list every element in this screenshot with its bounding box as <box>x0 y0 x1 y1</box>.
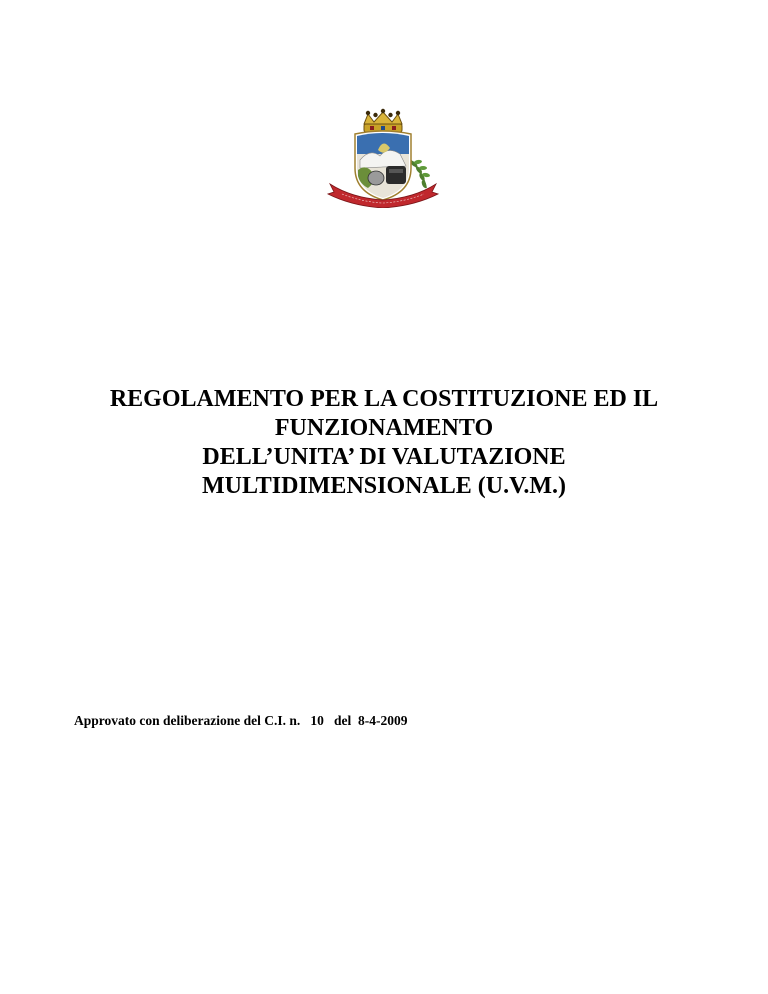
document-title <box>0 385 768 501</box>
title-line-1: REGOLAMENTO PER LA COSTITUZIONE ED IL <box>109 386 659 412</box>
title-line-3: DELL’UNITA’ DI VALUTAZIONE <box>202 444 566 470</box>
title-line-4: MULTIDIMENSIONALE (U.V.M.) <box>201 473 567 499</box>
title-line-2: FUNZIONAMENTO <box>274 415 494 441</box>
approval-note: Approvato con deliberazione del C.I. n. 10 del 8-4-2009 <box>74 713 408 728</box>
laurel-branch-icon <box>410 159 431 188</box>
shield-icon <box>355 131 411 200</box>
coat-of-arms-emblem <box>322 108 444 208</box>
crown-icon <box>364 109 402 132</box>
